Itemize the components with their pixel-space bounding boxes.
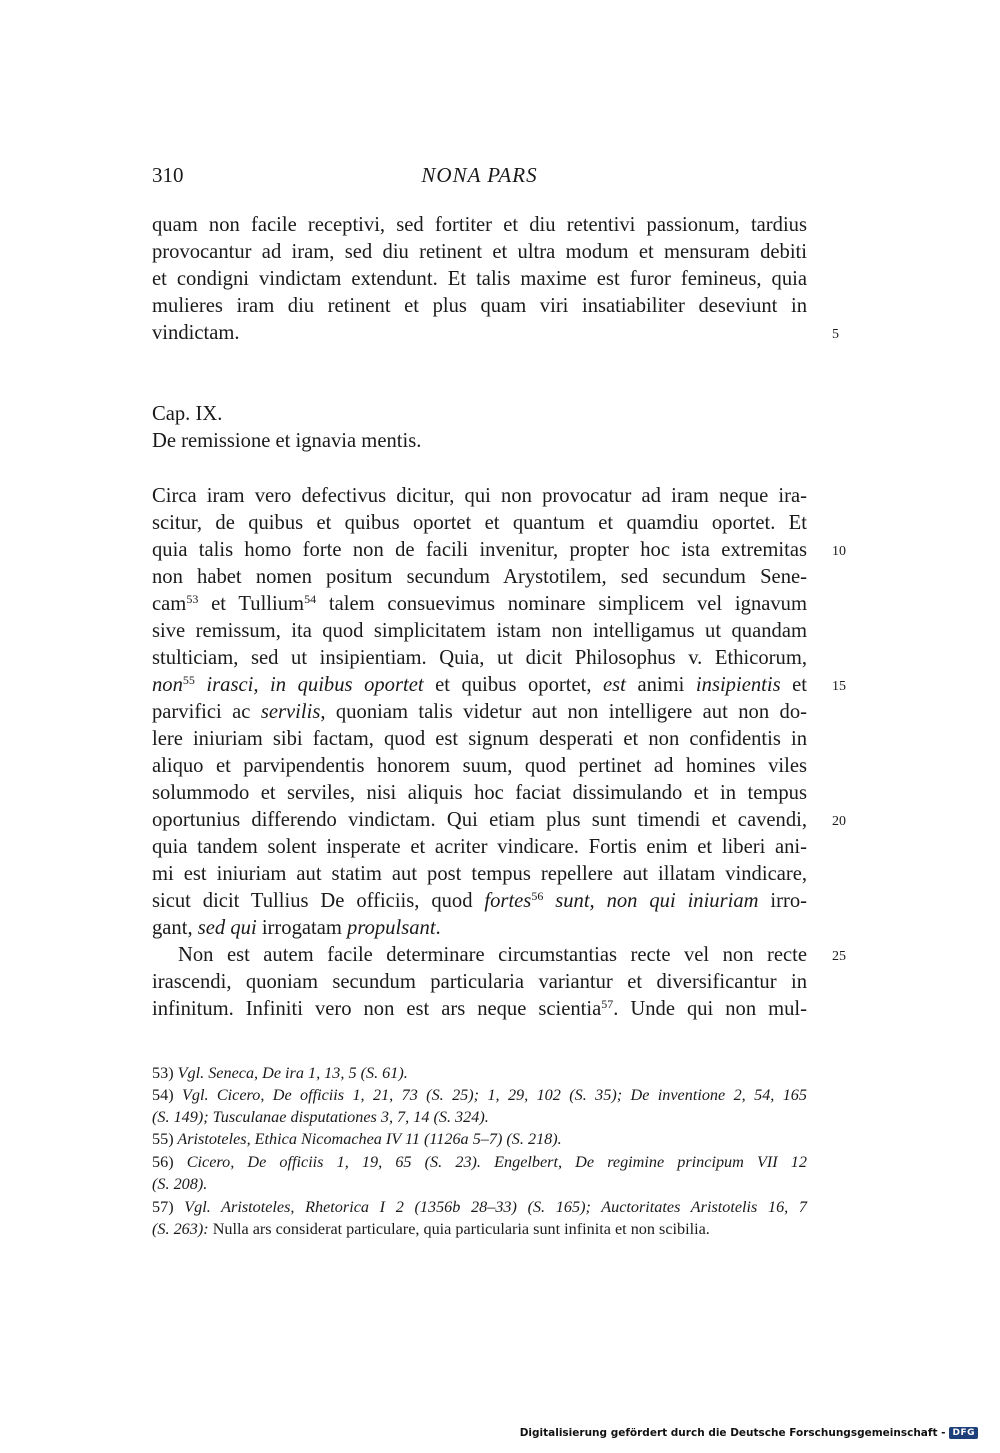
footnote-continuation: (S. 263): Nulla ars considerat particulare, quia particularia sunt infinita et non scibilia. — [152, 1220, 710, 1238]
running-title: NONA PARS — [421, 163, 538, 187]
text-line: provocantur ad iram, sed diu retinent et ultra modum et mensuram debiti — [152, 241, 807, 263]
chapter-number: Cap. IX. — [152, 403, 223, 425]
text-line: Circa iram vero defectivus dicitur, qui non provocatur ad iram neque ira- — [152, 485, 807, 507]
footnote: 57) Vgl. Aristoteles, Rhetorica I 2 (1356b 28–33) (S. 165); Auctoritates Aristotelis 16, 7 — [152, 1198, 807, 1216]
text-line: non$^{55}$ irasci, in quibus oportet et quibus oportet, est animi insipientis et — [152, 673, 808, 696]
text-line: cam$^{53}$ et Tullium$^{54}$ talem consuevimus nominare simplicem vel ignavum — [152, 592, 807, 615]
text-line: non habet nomen positum secundum Arystotilem, sed secundum Sene- — [152, 566, 807, 588]
dfg-logo: DFG — [949, 1427, 978, 1439]
text-line: quia tandem solent insperate et acriter vindicare. Fortis enim et liberi ani- — [152, 836, 807, 858]
line-number: 10 — [832, 544, 846, 559]
text-line: gant, sed qui irrogatam propulsant. — [152, 917, 441, 939]
text-line: aliquo et parvipendentis honorem suum, quod pertinet ad homines viles — [152, 755, 807, 777]
text-line: quam non facile receptivi, sed fortiter et diu retentivi passionum, tardius — [152, 214, 807, 236]
text-line: scitur, de quibus et quibus oportet et quantum et quamdiu oportet. Et — [152, 512, 807, 534]
text-line: sive remissum, ita quod simplicitatem istam non intelligamus ut quandam — [152, 620, 807, 642]
text-line: stulticiam, sed ut insipientiam. Quia, ut dicit Philosophus v. Ethicorum, — [152, 647, 807, 669]
footnote: 54) Vgl. Cicero, De officiis 1, 21, 73 (S. 25); 1, 29, 102 (S. 35); De inventione 2, 54, 165 — [152, 1086, 807, 1104]
text-line: oportunius differendo vindictam. Qui etiam plus sunt timendi et cavendi, — [152, 809, 807, 831]
footnote-ref: 54 — [304, 592, 317, 606]
footer-text: Digitalisierung gefördert durch die Deutsche Forschungsgemeinschaft - — [519, 1427, 946, 1439]
chapter-title: De remissione et ignavia mentis. — [152, 430, 422, 452]
footnote-continuation: (S. 149); Tusculanae disputationes 3, 7, 14 (S. 324). — [152, 1108, 489, 1126]
footnote-ref: 57 — [601, 997, 614, 1011]
footnote-ref: 55 — [182, 673, 195, 687]
page-header — [152, 163, 807, 193]
page-number: 310 — [152, 163, 184, 187]
line-number: 20 — [832, 814, 846, 829]
text-line: parvifici ac servilis, quoniam talis videtur aut non intelligere aut non do- — [152, 701, 807, 723]
line-number: 5 — [832, 327, 839, 342]
text-line: irascendi, quoniam secundum particularia variantur et diversificantur in — [152, 971, 807, 993]
footnote: 53) Vgl. Seneca, De ira 1, 13, 5 (S. 61). — [152, 1064, 408, 1082]
dfg-footer — [520, 1427, 978, 1439]
text-line: sicut dicit Tullius De officiis, quod fortes$^{56}$ sunt, non qui iniuriam irro- — [152, 889, 807, 912]
text-line: mi est iniuriam aut statim aut post tempus repellere aut illatam vindicare, — [152, 863, 807, 885]
footnote-continuation: (S. 208). — [152, 1175, 208, 1193]
footnote-ref: 53 — [186, 592, 199, 606]
line-number: 25 — [832, 949, 846, 964]
text-line: solummodo et serviles, nisi aliquis hoc faciat dissimulando et in tempus — [152, 782, 807, 804]
footnote-ref: 56 — [531, 889, 544, 903]
line-number: 15 — [832, 679, 846, 694]
footnote: 56) Cicero, De officiis 1, 19, 65 (S. 23). Engelbert, De regimine principum VII 12 — [152, 1153, 807, 1171]
text-line: et condigni vindictam extendunt. Et talis maxime est furor femineus, quia — [152, 268, 807, 290]
text-line: mulieres iram diu retinent et plus quam viri insatiabiliter deseviunt in — [152, 295, 807, 317]
footnote: 55) Aristoteles, Ethica Nicomachea IV 11 (1126a 5–7) (S. 218). — [152, 1130, 562, 1148]
text-line: vindictam. — [152, 322, 240, 344]
text-line: lere iniuriam sibi factam, quod est signum desperati et non confidentis in — [152, 728, 807, 750]
text-line: quia talis homo forte non de facili invenitur, propter hoc ista extremitas — [152, 539, 807, 561]
text-line: infinitum. Infiniti vero non est ars neque scientia$^{57}$. Unde qui non mul- — [152, 997, 807, 1020]
text-line: Non est autem facile determinare circumstantias recte vel non recte — [178, 944, 807, 966]
